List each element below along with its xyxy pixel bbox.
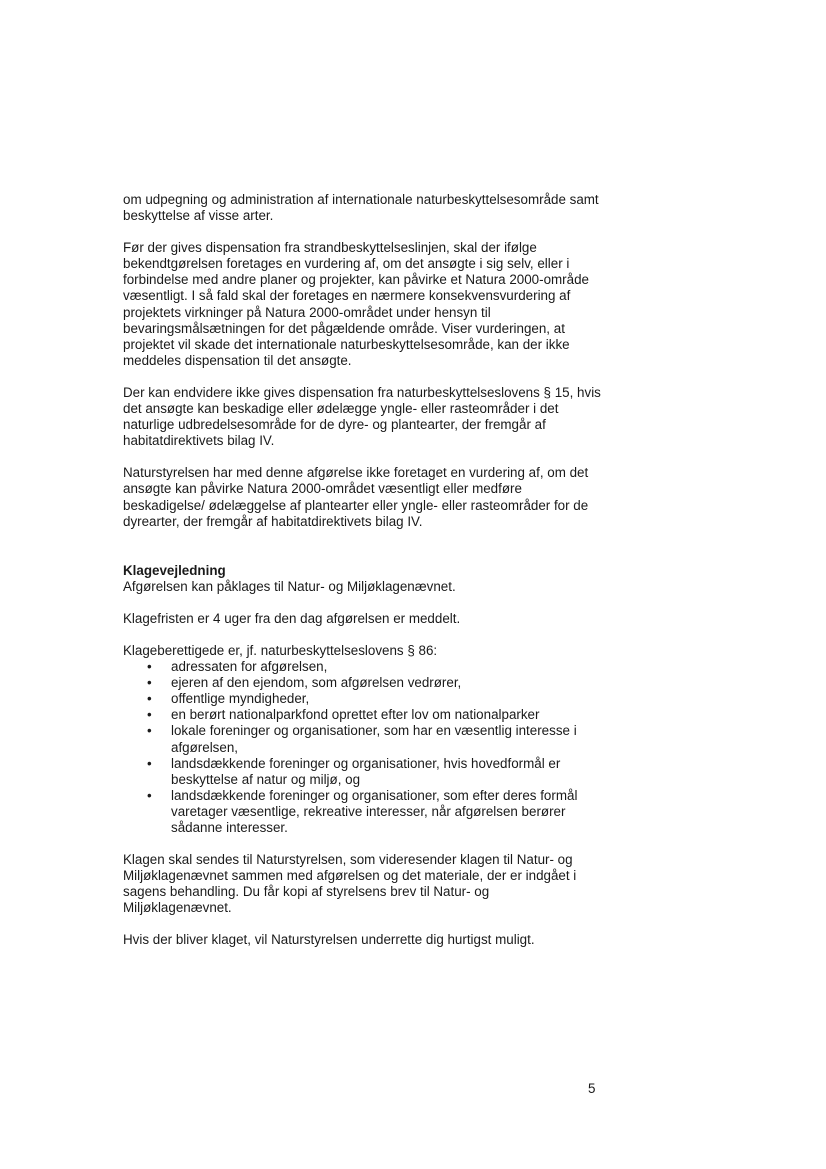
paragraph-appeal-deadline: Klagefristen er 4 uger fra den dag afgørelsen er meddelt. bbox=[123, 610, 461, 626]
list-intro: Klageberettigede er, jf. naturbeskyttelseslovens § 86: bbox=[123, 642, 438, 658]
list-item: • ejeren af den ejendom, som afgørelsen vedrører, bbox=[171, 675, 601, 691]
paragraph-notification: Hvis der bliver klaget, vil Naturstyrelsen underrette dig hurtigst muligt. bbox=[123, 932, 535, 948]
list-item: • adressaten for afgørelsen, bbox=[171, 659, 601, 675]
list-item: • landsdækkende foreninger og organisationer, hvis hovedformål er beskyttelse af natur og miljø, og bbox=[171, 756, 601, 788]
document-body bbox=[123, 192, 601, 949]
list-item: • lokale foreninger og organisationer, som har en væsentlig interesse i afgørelsen, bbox=[171, 723, 601, 755]
paragraph-send-appeal: Klagen skal sendes til Naturstyrelsen, som videresender klagen til Natur- og Miljøklagenævnet sammen med afgørelsen og det materiale, der er indgået i sagens behandling. Du får kopi af styrelsens brev til Natur- og Miljøklagenævnet. bbox=[123, 852, 577, 916]
paragraph-intro: om udpegning og administration af internationale naturbeskyttelsesområde samt beskyttelse af visse arter. bbox=[123, 192, 599, 224]
paragraph-appeal-body: Afgørelsen kan påklages til Natur- og Miljøklagenævnet. bbox=[123, 578, 456, 594]
paragraph-paragraph-15: Der kan endvidere ikke gives dispensation fra naturbeskyttelseslovens § 15, hvis det ansøgte kan beskadige eller ødelægge yngle- eller rasteområder i det naturlige udbredelsesområde for de dyre- og plantearter, der fremgår af habitatdirektivets bilag IV. bbox=[123, 384, 601, 449]
appeal-eligible-list bbox=[123, 659, 601, 836]
paragraph-naturstyrelsen-assessment: Naturstyrelsen har med denne afgørelse ikke foretaget en vurdering af, om det ansøgte kan påvirke Natura 2000-området væsentligt eller medføre beskadigelse/ ødelæggelse af plantearter eller yngle- eller rasteområder for de dyrearter, der fremgår af habitatdirektivets bilag IV. bbox=[123, 465, 589, 529]
list-item: • en berørt nationalparkfond oprettet efter lov om nationalparker bbox=[171, 707, 601, 723]
page-number: 5 bbox=[588, 1081, 596, 1096]
list-item: • offentlige myndigheder, bbox=[171, 691, 601, 707]
list-item: • landsdækkende foreninger og organisationer, som efter deres formål varetager væsentlige, rekreative interesser, når afgørelsen berører sådanne interesser. bbox=[171, 788, 601, 836]
paragraph-dispensation: Før der gives dispensation fra strandbeskyttelseslinjen, skal der ifølge bekendtgørelsen foretages en vurdering af, om det ansøgte i sig selv, eller i forbindelse med andre planer og projekter, kan påvirke et Natura 2000-område væsentligt. I så fald skal der foretages en nærmere konsekvensvurdering af projektets virkninger på Natura 2000-området under hensyn til bevaringsmålsætningen for det pågældende område. Viser vurderingen, at projektet vil skade det internationale naturbeskyttelsesområde, kan der ikke meddeles dispensation til det ansøgte. bbox=[123, 240, 589, 368]
section-heading-klagevejledning: Klagevejledning bbox=[123, 562, 226, 578]
